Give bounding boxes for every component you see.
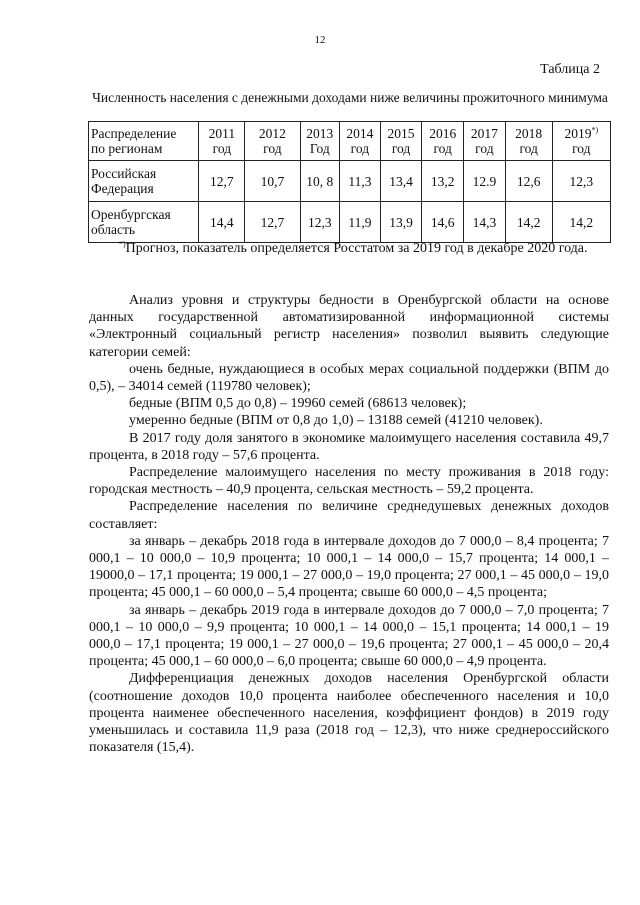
table-header-year <box>505 122 552 161</box>
table-header-line1: 2019 <box>564 126 592 141</box>
table-header-line1: 2016 <box>429 126 457 141</box>
table-cell-value: 14,2 <box>505 202 552 243</box>
region-name-line2: область <box>91 222 136 237</box>
table-row <box>89 202 611 243</box>
table-header-line2: год <box>391 141 411 156</box>
table-header-line2: год <box>519 141 538 156</box>
table-cell-value: 12,3 <box>552 161 610 202</box>
table-cell-value: 14,2 <box>552 202 610 243</box>
table-header-year <box>340 122 381 161</box>
table-header-year <box>199 122 245 161</box>
table-header-line2: по регионам <box>91 141 163 156</box>
footnote-mark: *) <box>119 239 126 249</box>
poverty-table <box>88 121 611 243</box>
paragraph: за январь – декабрь 2019 года в интервале доходов до 7 000,0 – 7,0 процента; 7 000,1 – 10 000,0 – 9,9 процента; 10 000,1 – 14 000,0 – 15,1 процента; 14 000,1 – 19 000,0 – 17,1 процента; 19 000,1 – 27 000,0 – 19,6 процента; 27 000,1 – 45 000,0 – 20,4 процента; 45 000,1 – 60 000,0 – 6,0 процента; свыше 60 000,0 – 4,9 процента. <box>89 602 609 670</box>
table-header-year <box>422 122 464 161</box>
table-cell-value: 13,4 <box>380 161 422 202</box>
paragraph: за январь – декабрь 2018 года в интервале доходов до 7 000,0 – 8,4 процента; 7 000,1 – 10 000,0 – 10,9 процента; 10 000,1 – 14 000,0 – 15,7 процента; 14 000,1 – 19000,0 – 17,1 процента; 19 000,1 – 27 000,0 – 19,0 процента; 27 000,1 – 45 000,0 – 19,0 процента; 45 000,1 – 60 000,0 – 5,4 процента; свыше 60 000,0 – 4,5 процента; <box>89 533 609 601</box>
table-row <box>89 161 611 202</box>
table-header-region <box>89 122 199 161</box>
table-cell-value: 11,9 <box>340 202 381 243</box>
region-name-line1: Оренбургская <box>91 207 171 222</box>
table-cell-value: 14,6 <box>422 202 464 243</box>
paragraph: Распределение малоимущего населения по месту проживания в 2018 году: городская местность – 40,9 процента, сельская местность – 59,2 процента. <box>89 465 609 498</box>
page-number: 12 <box>314 34 326 46</box>
paragraph: очень бедные, нуждающиеся в особых мерах социальной поддержки (ВПМ до 0,5), – 34014 семей (119780 человек); <box>89 361 609 395</box>
table-cell-value: 10, 8 <box>300 161 340 202</box>
paragraph: Анализ уровня и структуры бедности в Оренбургской области на основе данных государственной автоматизированной информационной системы «Электронный социальный регистр населения» позволил выявить следующие категории семей: <box>89 293 609 360</box>
table-header-line1: 2013 <box>306 126 334 141</box>
footnote <box>89 240 609 258</box>
paragraph: умеренно бедные (ВПМ от 0,8 до 1,0) – 13188 семей (41210 человек). <box>129 413 543 429</box>
table-header-year <box>300 122 340 161</box>
table-header-line2: год <box>212 141 232 156</box>
table-cell-value: 13,9 <box>380 202 422 243</box>
paragraph: В 2017 году доля занятого в экономике малоимущего населения составила 49,7 процента, в 2018 году – 57,6 процента. <box>89 430 609 463</box>
paragraph: бедные (ВПМ 0,5 до 0,8) – 19960 семей (68613 человек); <box>129 396 467 412</box>
table-cell-value: 12,7 <box>245 202 300 243</box>
table-cell-value: 10,7 <box>245 161 300 202</box>
table-header-line1: 2012 <box>258 126 286 141</box>
table-header-line1: 2011 <box>208 126 236 141</box>
table-cell-value: 14,4 <box>199 202 245 243</box>
table-label: Таблица 2 <box>540 62 600 77</box>
table-header-row <box>89 122 611 161</box>
table-header-line2: год <box>263 141 282 156</box>
table-cell-value: 12,7 <box>199 161 245 202</box>
footnote-text: Прогноз, показатель определяется Росстатом за 2019 год в декабре 2020 года. <box>125 241 588 256</box>
table-header-line1: 2017 <box>470 126 498 141</box>
table-cell-value: 12,6 <box>505 161 552 202</box>
table-cell-value: 12,3 <box>300 202 340 243</box>
paragraph: Дифференциация денежных доходов населения Оренбургской области (соотношение доходов 10,0 процента наиболее обеспеченного населения и 10,0 процента наименее обеспеченного населения, коэффициент фондов) в 2019 году уменьшилась и составила 11,9 раза (2018 год – 12,3), что ниже среднероссийского показателя (15,4). <box>89 671 609 756</box>
table-header-year <box>245 122 300 161</box>
table-header-line2: Год <box>309 141 330 156</box>
table-header-year <box>464 122 506 161</box>
table-header-line1: 2015 <box>387 126 415 141</box>
table-cell-region <box>89 202 199 243</box>
table-header-line2: год <box>572 141 591 156</box>
table-header-line2: год <box>350 141 370 156</box>
paragraph: Распределение населения по величине среднедушевых денежных доходов составляет: <box>89 499 609 532</box>
table-header-year <box>380 122 422 161</box>
table-header-line2: год <box>475 141 494 156</box>
table-cell-value: 14,3 <box>464 202 506 243</box>
table-header-line1: Распределение <box>91 126 177 141</box>
table-header-line2: год <box>433 141 452 156</box>
region-name-line1: Российская <box>91 166 157 181</box>
table-cell-value: 12.9 <box>464 161 506 202</box>
table-title: Численность населения с денежными доходами ниже величины прожиточного минимума <box>92 90 608 105</box>
table-cell-value: 11,3 <box>340 161 381 202</box>
table-header-line1: 2014 <box>346 126 374 141</box>
table-cell-value: 13,2 <box>422 161 464 202</box>
table-cell-region <box>89 161 199 202</box>
table-header-line1: 2018 <box>515 126 543 141</box>
table-header-year <box>552 122 610 161</box>
body-text <box>89 292 609 756</box>
region-name-line2: Федерация <box>91 181 154 196</box>
table-header-footnote-mark: *) <box>591 125 599 135</box>
